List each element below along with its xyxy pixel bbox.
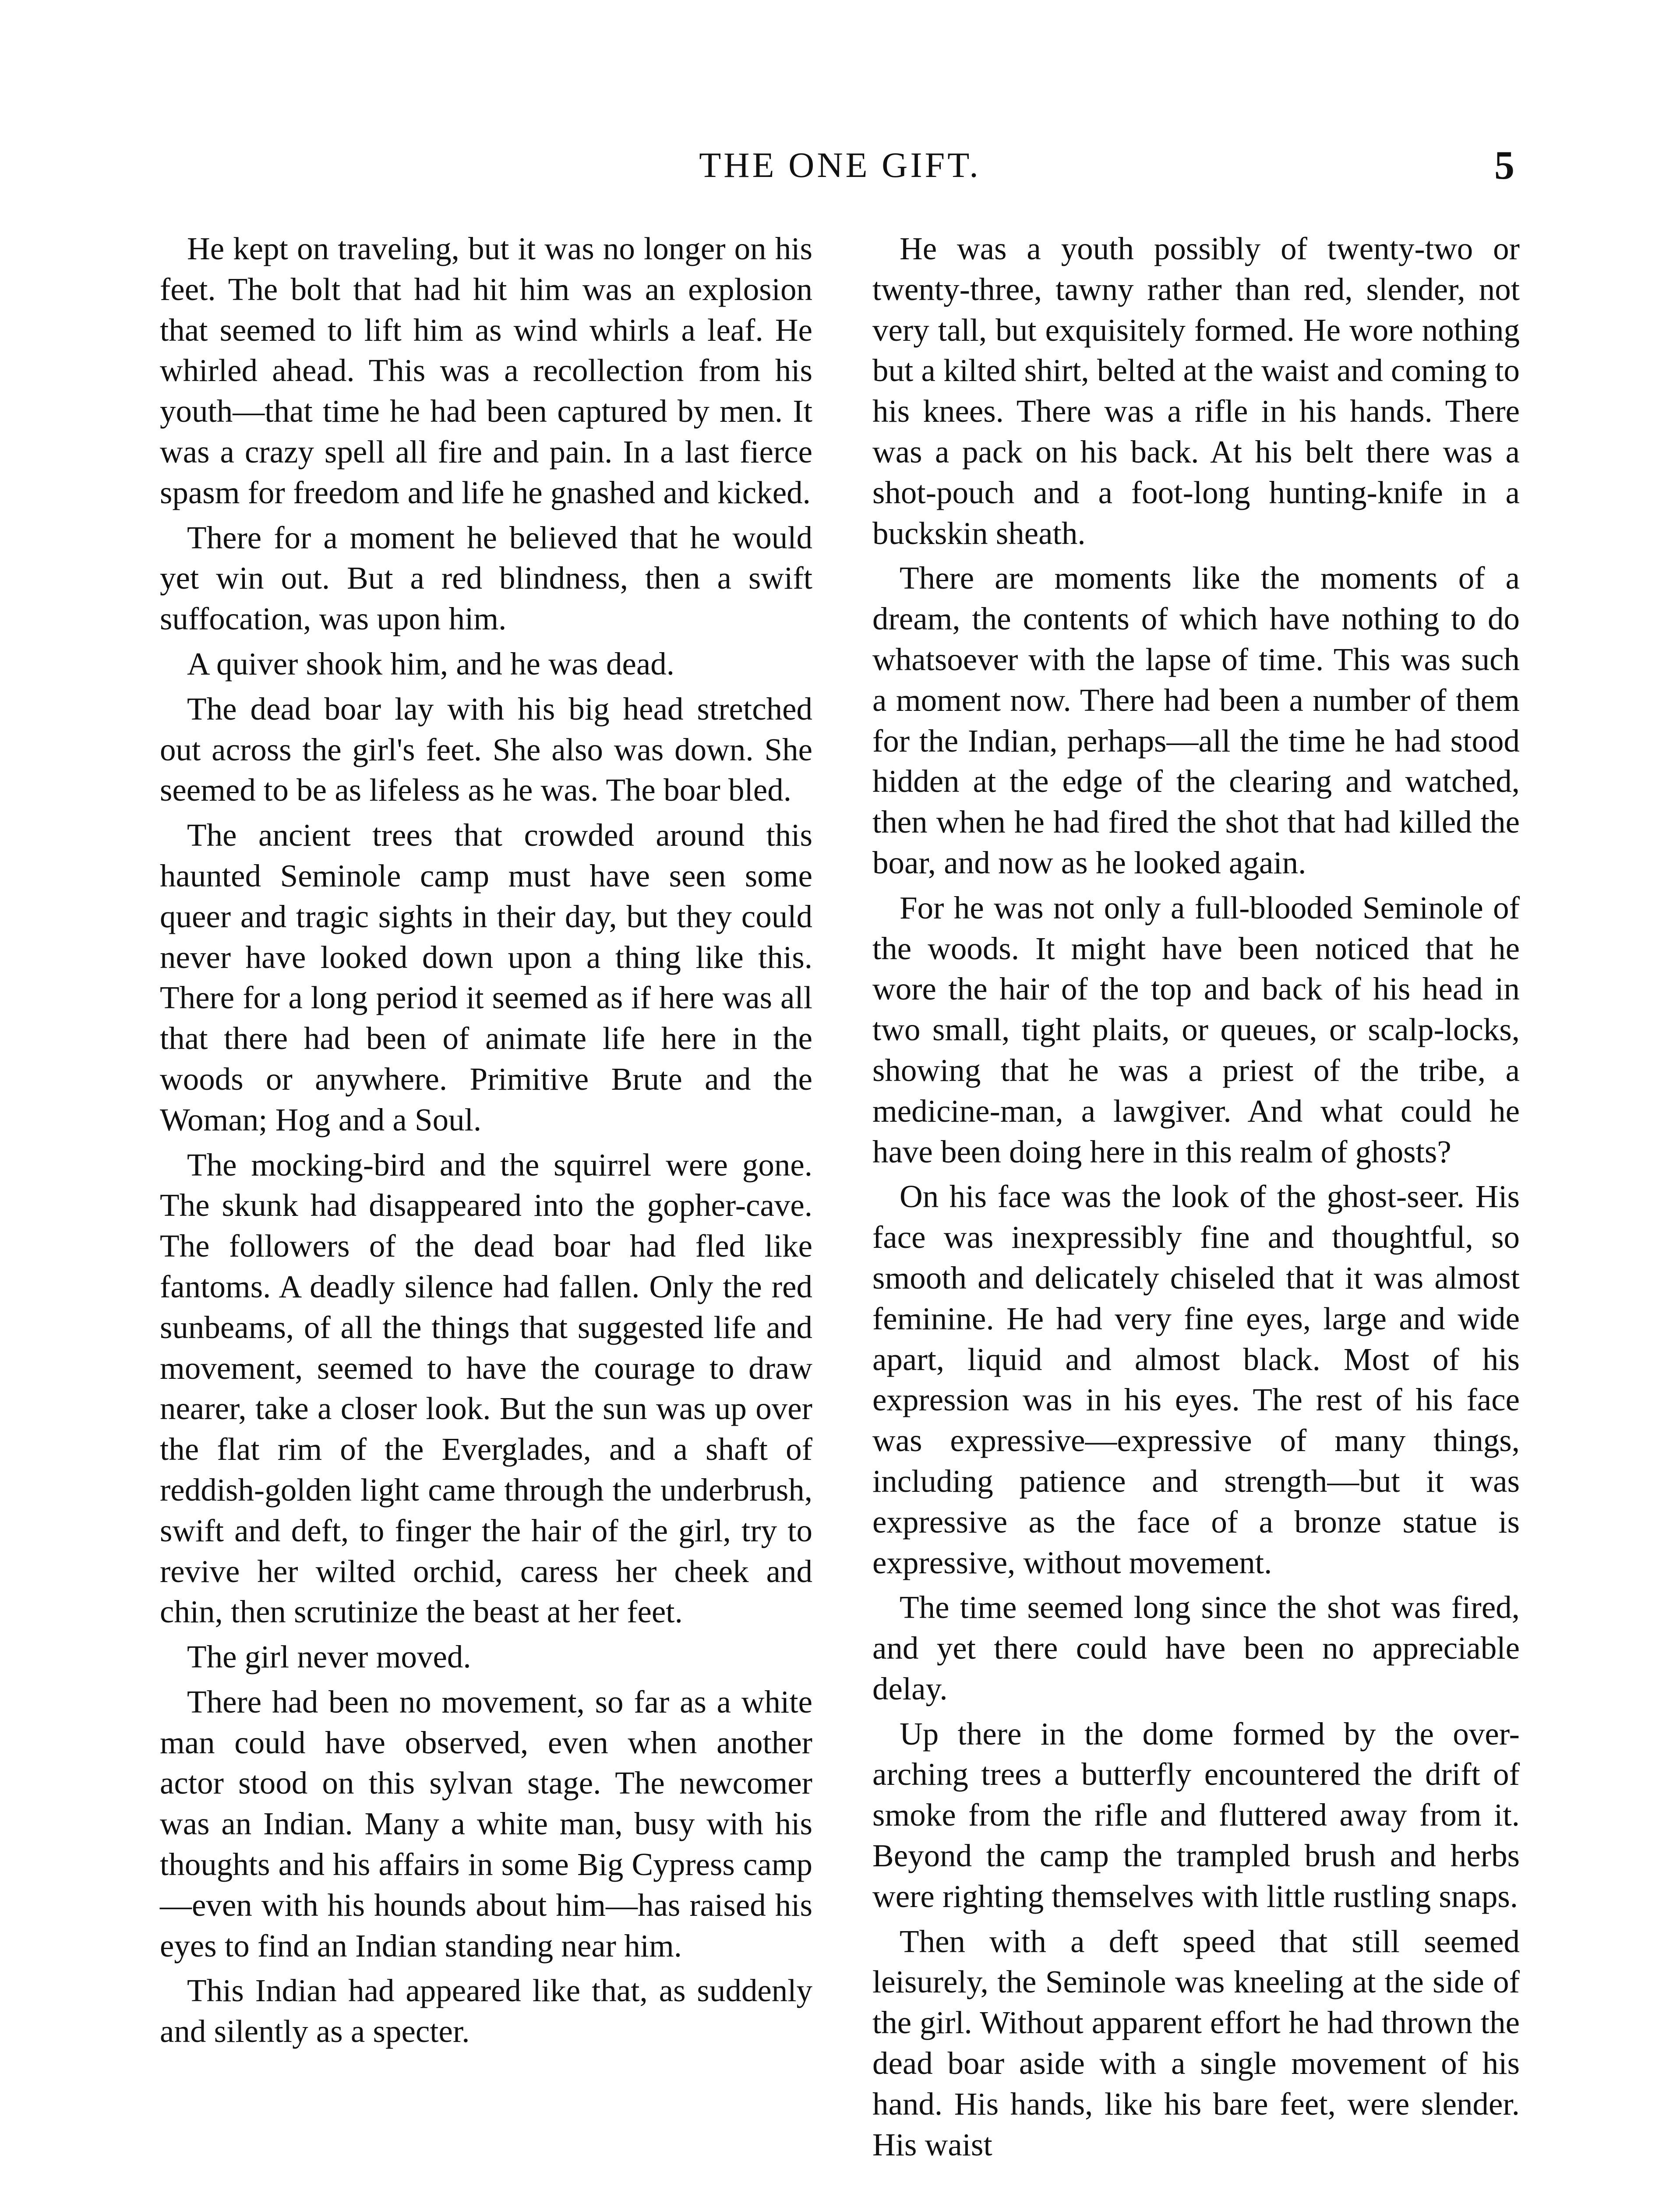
paragraph: The ancient trees that crowded around this haunted Seminole camp must have seen some queer and tragic sights in their day, but they could never have looked down upon a thing like this. There for a long period it seemed as if here was all that there had been of animate life here in the woods or anywhere. Primitive Brute and the Woman; Hog and a Soul. bbox=[160, 817, 812, 1137]
paragraph: This Indian had appeared like that, as suddenly and silently as a specter. bbox=[160, 1973, 812, 2049]
page-header bbox=[0, 145, 1680, 197]
paragraph: The time seemed long since the shot was fired, and yet there could have been no appreciable delay. bbox=[872, 1590, 1520, 1706]
paragraph: For he was not only a full-blooded Seminole of the woods. It might have been noticed that he wore the hair of the top and back of his head in two small, tight plaits, or queues, or scalp-locks, showing that he was a priest of the tribe, a medicine-man, a lawgiver. And what could he have been doing here in this realm of ghosts? bbox=[872, 890, 1520, 1169]
paragraph: Then with a deft speed that still seemed leisurely, the Seminole was kneeling at the side of the girl. Without apparent effort he had thrown the dead boar aside with a single movement of his hand. His hands, like his bare feet, were slender. His waist bbox=[872, 1923, 1520, 2162]
page-number: 5 bbox=[1494, 143, 1514, 187]
paragraph: The dead boar lay with his big head stretched out across the girl's feet. She also was down. She seemed to be as lifeless as he was. The boar bled. bbox=[160, 691, 812, 808]
paragraph: There had been no movement, so far as a white man could have observed, even when another actor stood on this sylvan stage. The newcomer was an Indian. Many a white man, busy with his thoughts and his affairs in some Big Cypress camp—even with his hounds about him—has raised his eyes to find an Indian standing near him. bbox=[160, 1684, 812, 1964]
paragraph: He kept on traveling, but it was no longer on his feet. The bolt that had hit him was an explosion that seemed to lift him as wind whirls a leaf. He whirled ahead. This was a recollection from his youth—that time he had been captured by men. It was a crazy spell all fire and pain. In a last fierce spasm for freedom and life he gnashed and kicked. bbox=[160, 231, 812, 510]
paragraph: On his face was the look of the ghost-seer. His face was inexpressibly fine and thoughtful, so smooth and delicately chiseled that it was almost feminine. He had very fine eyes, large and wide apart, liquid and almost black. Most of his expression was in his eyes. The rest of his face was expressive—expressive of many things, including patience and strength—but it was expressive as the face of a bronze statue is expressive, without movement. bbox=[872, 1179, 1520, 1580]
paragraph: Up there in the dome formed by the over-arching trees a butterfly encountered the drift of smoke from the rifle and fluttered away from it. Beyond the camp the trampled brush and herbs were righting themselves with little rustling snaps. bbox=[872, 1716, 1520, 1914]
paragraph: There are moments like the moments of a dream, the contents of which have nothing to do whatsoever with the lapse of time. This was such a moment now. There had been a number of them for the Indian, perhaps—all the time he had stood hidden at the edge of the clearing and watched, then when he had fired the shot that had killed the boar, and now as he looked again. bbox=[872, 560, 1520, 880]
paragraph: There for a moment he believed that he would yet win out. But a red blindness, then a swift suffocation, was upon him. bbox=[160, 519, 812, 637]
left-column bbox=[160, 229, 812, 2056]
right-column bbox=[872, 229, 1520, 2169]
running-title: THE ONE GIFT. bbox=[699, 145, 981, 185]
paragraph: The mocking-bird and the squirrel were gone. The skunk had disappeared into the gopher-cave. The followers of the dead boar had fled like fantoms. A deadly silence had fallen. Only the red sunbeams, of all the things that suggested life and movement, seemed to have the courage to draw nearer, take a closer look. But the sun was up over the flat rim of the Everglades, and a shaft of reddish-golden light came through the underbrush, swift and deft, to finger the hair of the girl, try to revive her wilted orchid, caress her cheek and chin, then scrutinize the beast at her feet. bbox=[160, 1147, 812, 1630]
paragraph: He was a youth possibly of twenty-two or twenty-three, tawny rather than red, slender, not very tall, but exquisitely formed. He wore nothing but a kilted shirt, belted at the waist and coming to his knees. There was a rifle in his hands. There was a pack on his back. At his belt there was a shot-pouch and a foot-long hunting-knife in a buckskin sheath. bbox=[872, 231, 1520, 551]
paragraph: The girl never moved. bbox=[187, 1639, 471, 1675]
paragraph: A quiver shook him, and he was dead. bbox=[187, 646, 675, 682]
